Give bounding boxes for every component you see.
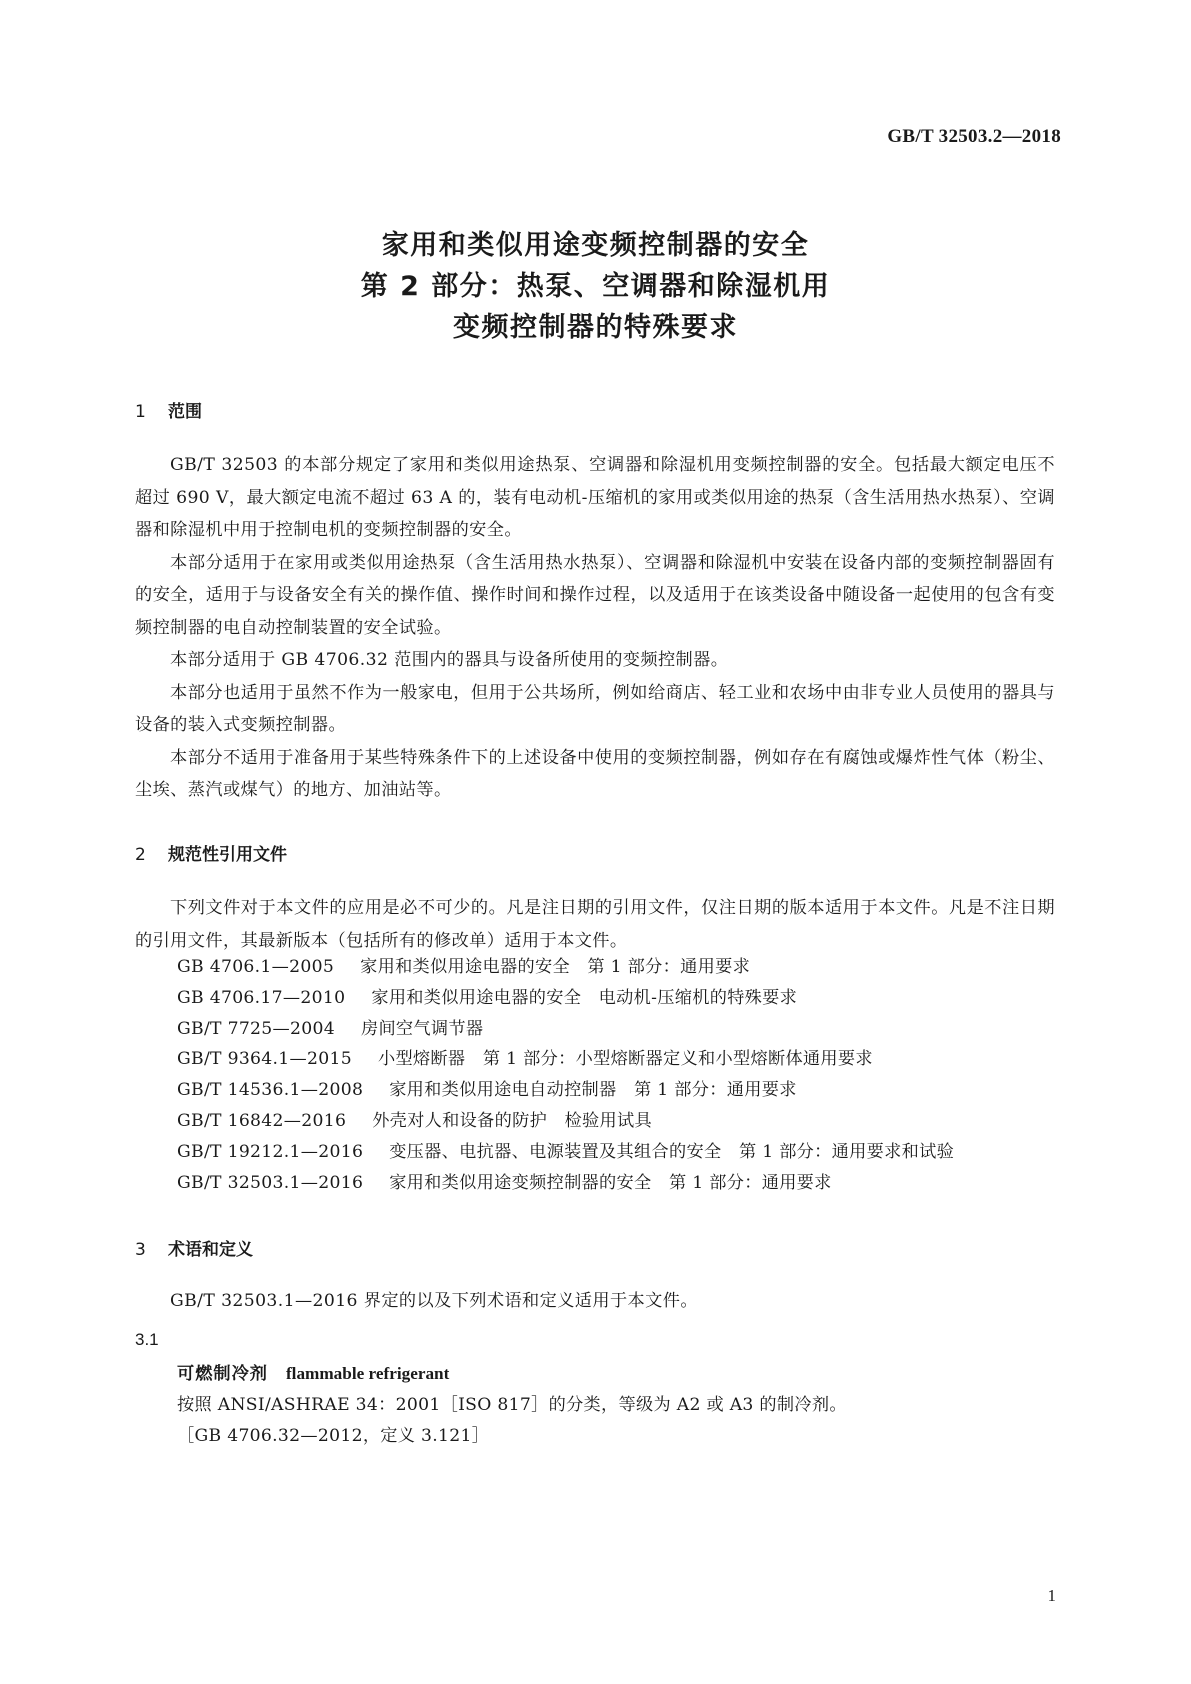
reference-code: GB/T 32503.1—2016 <box>177 1172 364 1193</box>
reference-code: GB/T 19212.1—2016 <box>177 1141 364 1162</box>
reference-code: GB/T 14536.1—2008 <box>177 1080 364 1101</box>
paragraph: 本部分适用于在家用或类似用途热泵（含生活用热水热泵）、空调器和除湿机中安装在设备内部的变频控制器固有的安全，适用于与设备安全有关的操作值、操作时间和操作过程，以及适用于在该类设备中随设备一起使用的包含有变频控制器的电自动控制装置的安全试验。 <box>135 552 1055 638</box>
reference-code: GB/T 9364.1—2015 <box>177 1049 352 1070</box>
title-line-2: 第 2 部分：热泵、空调器和除湿机用 <box>360 271 831 302</box>
reference-item <box>177 1044 954 1075</box>
reference-title: 家用和类似用途变频控制器的安全 第 1 部分：通用要求 <box>389 1172 832 1193</box>
paragraph: 本部分适用于 GB 4706.32 范围内的器具与设备所使用的变频控制器。 <box>170 650 729 670</box>
title-line-1: 家用和类似用途变频控制器的安全 <box>381 230 810 261</box>
section-3-intro <box>135 1285 1055 1318</box>
reference-code: GB/T 16842—2016 <box>177 1110 347 1131</box>
paragraph: 下列文件对于本文件的应用是必不可少的。凡是注日期的引用文件，仅注日期的版本适用于本文件。凡是不注日期的引用文件，其最新版本（包括所有的修改单）适用于本文件。 <box>135 898 1055 951</box>
section-2-heading <box>135 840 287 865</box>
page-number: 1 <box>1047 1586 1056 1605</box>
reference-item <box>177 1075 954 1106</box>
section-1-heading <box>135 397 202 422</box>
standard-code <box>887 126 1061 148</box>
reference-title: 小型熔断器 第 1 部分：小型熔断器定义和小型熔断体通用要求 <box>377 1049 873 1070</box>
section-number: 3 <box>135 1240 146 1260</box>
section-title: 范围 <box>168 402 202 422</box>
reference-code: GB 4706.17—2010 <box>177 987 346 1008</box>
term-name-en: flammable refrigerant <box>285 1364 450 1383</box>
section-3-heading <box>135 1235 253 1260</box>
reference-list <box>177 952 954 1198</box>
reference-code: GB/T 7725—2004 <box>177 1018 335 1039</box>
reference-title: 变压器、电抗器、电源装置及其组合的安全 第 1 部分：通用要求和试验 <box>389 1141 955 1162</box>
section-number: 2 <box>135 845 146 865</box>
standard-code-text: GB/T 32503.2—2018 <box>887 126 1061 147</box>
reference-title: 外壳对人和设备的防护 检验用试具 <box>372 1110 652 1131</box>
section-2-intro <box>135 892 1055 957</box>
paragraph: 本部分不适用于准备用于某些特殊条件下的上述设备中使用的变频控制器，例如存在有腐蚀或爆炸性气体（粉尘、尘埃、蒸汽或煤气）的地方、加油站等。 <box>135 747 1055 800</box>
section-1-body <box>135 449 1055 807</box>
paragraph: GB/T 32503 的本部分规定了家用和类似用途热泵、空调器和除湿机用变频控制器的安全。包括最大额定电压不超过 690 V，最大额定电流不超过 63 A 的，装有电动机-压缩机的家用或类似用途的热泵（含生活用热水热泵）、空调器和除湿机中用于控制电机的变频控制器的安全。 <box>135 455 1055 540</box>
term-name <box>177 1359 449 1384</box>
reference-title: 家用和类似用途电器的安全 电动机-压缩机的特殊要求 <box>371 987 798 1008</box>
reference-item <box>177 1137 954 1168</box>
term-number: 3.1 <box>135 1330 159 1349</box>
reference-item <box>177 1014 954 1045</box>
reference-item <box>177 1168 954 1199</box>
section-number: 1 <box>135 402 146 422</box>
reference-item <box>177 952 954 983</box>
document-title <box>0 225 1191 348</box>
reference-title: 房间空气调节器 <box>360 1018 484 1039</box>
section-title: 规范性引用文件 <box>168 845 287 865</box>
section-title: 术语和定义 <box>168 1240 253 1260</box>
reference-title: 家用和类似用途电自动控制器 第 1 部分：通用要求 <box>389 1080 797 1101</box>
paragraph: 本部分也适用于虽然不作为一般家电，但用于公共场所，例如给商店、轻工业和农场中由非专业人员使用的器具与设备的装入式变频控制器。 <box>135 682 1055 735</box>
term-definition: 按照 ANSI/ASHRAE 34：2001［ISO 817］的分类，等级为 A2 或 A3 的制冷剂。 <box>177 1395 847 1415</box>
term-source: ［GB 4706.32—2012，定义 3.121］ <box>177 1426 490 1446</box>
paragraph: GB/T 32503.1—2016 界定的以及下列术语和定义适用于本文件。 <box>170 1291 698 1311</box>
title-line-3: 变频控制器的特殊要求 <box>453 312 738 343</box>
reference-item <box>177 1106 954 1137</box>
reference-title: 家用和类似用途电器的安全 第 1 部分：通用要求 <box>360 957 751 977</box>
reference-item <box>177 983 954 1014</box>
term-name-cn: 可燃制冷剂 <box>177 1364 268 1384</box>
reference-code: GB 4706.1—2005 <box>177 957 335 977</box>
